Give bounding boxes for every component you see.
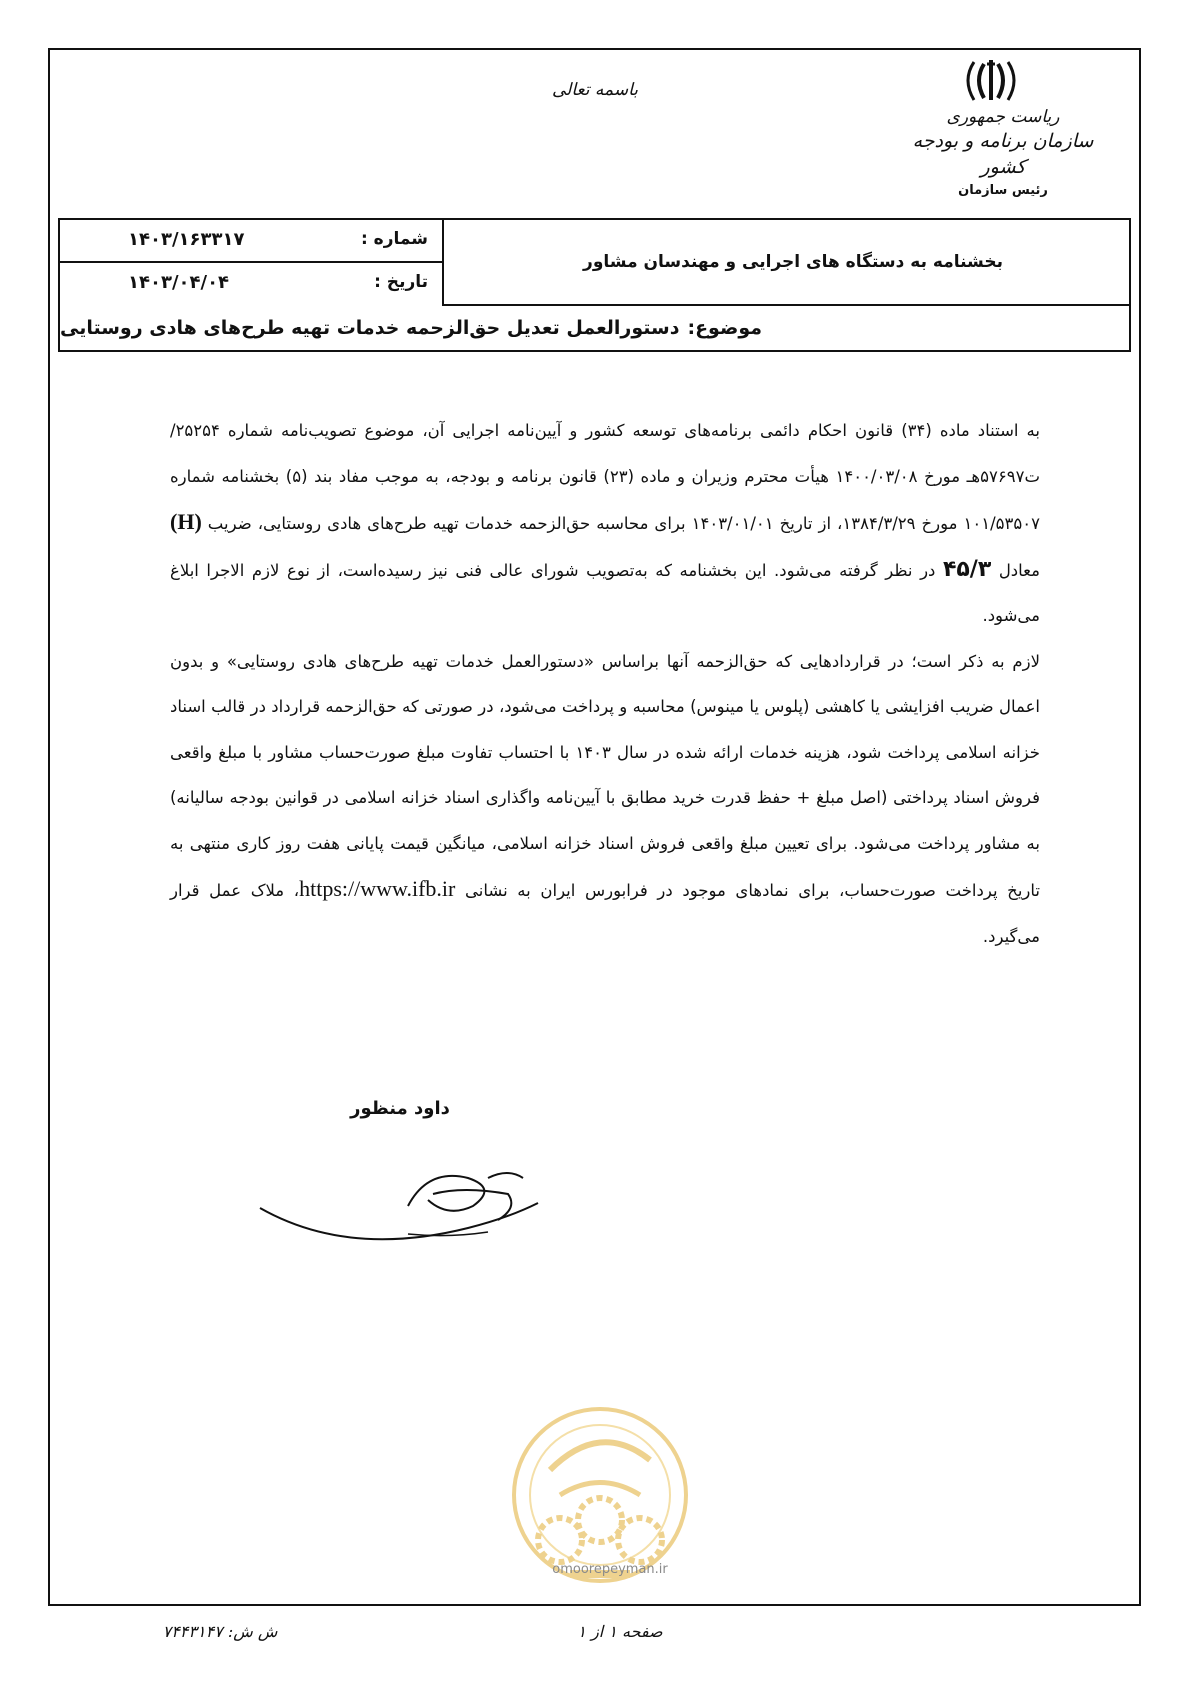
paragraph-2 (170, 639, 1040, 960)
paragraph-2-text-a: لازم به ذکر است؛ در قراردادهایی که حق‌الزحمه آنها براساس «دستورالعمل خدمات تهیه طرح‌های هادی روستایی» و بدون اعمال ضریب افزایشی یا کاهشی (پلوس یا مینوس) محاسبه و پرداخت می‌شود، در صورتی که حق‌الزحمه قرارداد در قالب اسناد خزانه اسلامی پرداخت شود، هزینه خدمات ارائه شده در سال ۱۴۰۳ با احتساب تفاوت مبلغ صورت‌حساب مشاور با مبلغ واقعی فروش اسناد پرداختی (اصل مبلغ + حفظ قدرت خرید مطابق با آیین‌نامه واگذاری اسناد خزانه اسلامی در قوانین بودجه سالیانه) به مشاور پرداخت می‌شود. برای تعیین مبلغ واقعی فروش اسناد خزانه اسلامی، میانگین قیمت پایانی هفت روز کاری منتهی به تاریخ پرداخت صورت‌حساب، برای نمادهای موجود در فرابورس ایران به نشانی (170, 651, 1041, 900)
coefficient-symbol: (H) (170, 509, 202, 534)
ifb-link[interactable]: https://www.ifb.ir (299, 876, 456, 901)
handwritten-signature (258, 1148, 578, 1258)
date-row (60, 263, 442, 306)
invocation: باسمه تعالی (552, 80, 638, 100)
number-row (60, 220, 442, 263)
paragraph-1-text-c: در نظر گرفته می‌شود. این بخشنامه که به‌تصویب شورای عالی فنی نیز رسیده‌است، از نوع لازم الاجرا ابلاغ می‌شود. (170, 560, 1040, 625)
date-label: تاریخ : (374, 272, 428, 292)
paragraph-1-text-a: به استناد ماده (۳۴) قانون احکام دائمی برنامه‌های توسعه کشور و آیین‌نامه اجرایی آن، موضوع تصویب‌نامه شماره ۲۵۲۵۴/ت۵۷۶۹۷هـ مورخ ۱۴۰۰/۰۳/۰۸ هیأت محترم وزیران و ماده (۲۳) قانون برنامه و بودجه، به موجب مفاد بند (۵) بخشنامه شماره ۱۰۱/۵۳۵۰۷ مورخ ۱۳۸۴/۳/۲۹، از تاریخ ۱۴۰۳/۰۱/۰۱ برای محاسبه حق‌الزحمه خدمات تهیه طرح‌های هادی روستایی، ضریب (170, 421, 1040, 533)
letter-number: ۱۴۰۳/۱۶۳۳۱۷ (128, 229, 245, 250)
signer-name: داود منظور (350, 1098, 450, 1119)
paragraph-2-text-b: ، ملاک عمل قرار می‌گیرد. (170, 881, 1040, 946)
coefficient-value: ۴۵/۳ (942, 556, 992, 582)
document-id: ش ش: ۷۴۴۳۱۴۷ (162, 1622, 278, 1641)
paragraph-1-text-b: معادل (998, 560, 1040, 580)
iran-emblem-icon (960, 58, 1022, 104)
letterhead (893, 106, 1113, 202)
omoorepeyman-watermark-logo (500, 1400, 700, 1620)
header-table (58, 218, 1131, 352)
number-date-box (60, 220, 444, 306)
subject-row (60, 306, 1129, 350)
letter-body (170, 408, 1040, 959)
recipients-box (444, 220, 1129, 306)
letterhead-head-title: رئیس سازمان (958, 183, 1048, 198)
number-label: شماره : (360, 229, 428, 249)
letter-date: ۱۴۰۳/۰۴/۰۴ (128, 272, 230, 293)
letterhead-organization: سازمان برنامه و بودجه کشور (912, 130, 1094, 178)
page-number: صفحه ۱ از ۱ (577, 1622, 663, 1641)
recipients: بخشنامه به دستگاه های اجرایی و مهندسان مشاور (583, 252, 1003, 272)
subject-label: موضوع: (687, 317, 763, 339)
paragraph-1 (170, 408, 1040, 639)
letterhead-presidency: ریاست جمهوری (946, 107, 1060, 127)
watermark-url: omoorepeyman.ir (552, 1562, 668, 1577)
subject-text: دستورالعمل تعدیل حق‌الزحمه خدمات تهیه طرح‌های هادی روستایی (60, 317, 680, 339)
